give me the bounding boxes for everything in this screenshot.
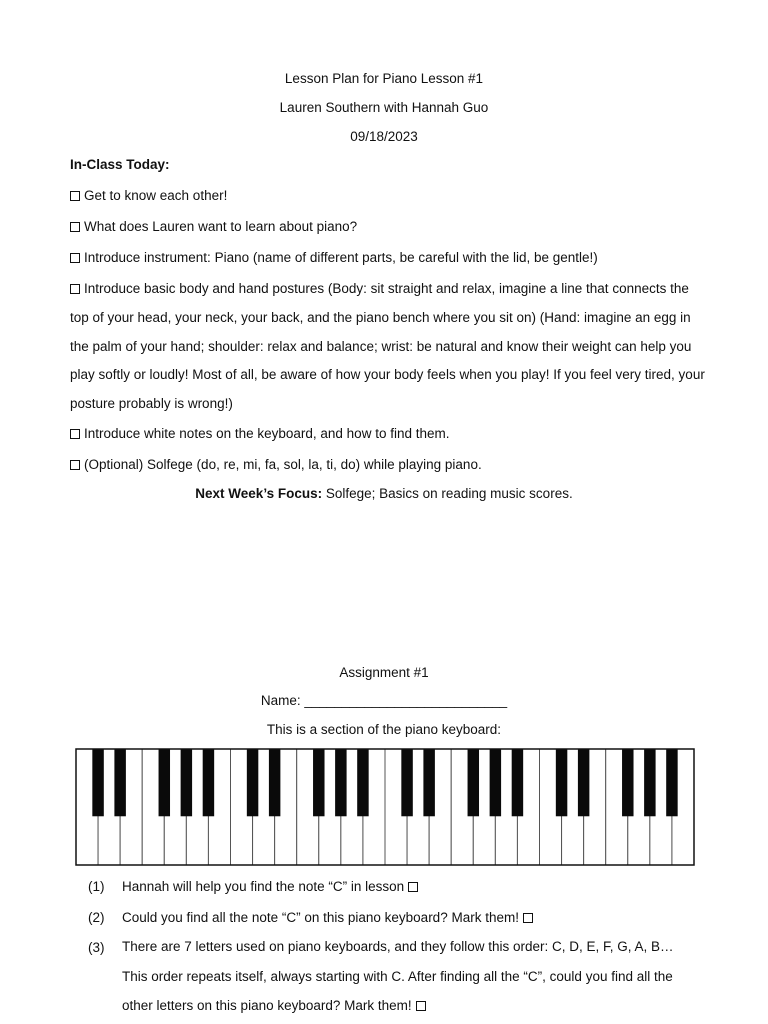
black-key [578,749,589,816]
black-key [622,749,633,816]
checkbox-icon[interactable] [408,882,418,892]
black-key [512,749,523,816]
checkbox-icon[interactable] [70,429,80,439]
black-key [313,749,324,816]
inclass-item [70,188,700,203]
question-text [122,910,702,925]
black-key [335,749,346,816]
black-key [644,749,655,816]
question-text-content: Could you find all the note “C” on this piano keyboard? Mark them! [122,910,519,925]
checkbox-icon[interactable] [70,222,80,232]
black-key [92,749,103,816]
question-number: (3) [88,940,105,955]
black-key [181,749,192,816]
inclass-heading-text: In-Class Today: [70,157,170,172]
question-text-content: There are 7 letters used on piano keyboards, and they follow this order: C, D, E, F, G, A, B… This order repeats itself, always starting with C. After finding all the “C”, could you find all the other letters on this piano keyboard? Mark them! [122,939,674,1013]
black-key [247,749,258,816]
checkbox-icon[interactable] [523,913,533,923]
question-number: (1) [88,879,105,894]
black-key [114,749,125,816]
black-key [203,749,214,816]
next-week-text: Solfege; Basics on reading music scores. [322,486,573,501]
next-week-focus [0,486,768,501]
checkbox-icon[interactable] [70,191,80,201]
inclass-heading [70,157,700,172]
black-key [666,749,677,816]
black-key [423,749,434,816]
assignment-title: Assignment #1 [339,665,429,680]
keyboard-caption: This is a section of the piano keyboard: [266,722,502,737]
black-key [556,749,567,816]
piano-keyboard [75,748,695,866]
next-week-label: Next Week’s Focus: [195,486,323,501]
inclass-item-text: Introduce basic body and hand postures (Body: sit straight and relax, imagine a line that connects the top of your head, your neck, your back, and the piano bench where you sit on) (Hand: imagine an egg in the palm of your hand; shoulder: relax and balance; wrist: be natural and know their weight can help you play softly or loudly! Most of all, be aware of how your body feels when you play! If you feel very tired, your posture probably is wrong!) [70,281,705,412]
question-text [122,932,702,1021]
inclass-item [70,426,700,441]
checkbox-icon[interactable] [416,1001,426,1011]
question-number: (2) [88,910,105,925]
inclass-item [70,250,700,265]
inclass-item [70,219,700,234]
inclass-item-text: Get to know each other! [84,188,228,203]
inclass-item-text: Introduce white notes on the keyboard, and how to find them. [84,426,450,441]
inclass-item-text: What does Lauren want to learn about piano? [84,219,358,234]
black-key [468,749,479,816]
checkbox-icon[interactable] [70,253,80,263]
inclass-item-text: Introduce instrument: Piano (name of different parts, be careful with the lid, be gentle!) [84,250,598,265]
black-key [159,749,170,816]
black-key [401,749,412,816]
question-text-content: Hannah will help you find the note “C” in lesson [122,879,405,894]
inclass-item-text: (Optional) Solfege (do, re, mi, fa, sol, la, ti, do) while playing piano. [84,457,482,472]
black-key [357,749,368,816]
checkbox-icon[interactable] [70,284,80,294]
black-key [269,749,280,816]
question-text [122,879,702,894]
inclass-item [70,457,700,472]
lesson-title: Lesson Plan for Piano Lesson #1 [284,71,484,86]
lesson-date: 09/18/2023 [350,129,418,144]
lesson-names: Lauren Southern with Hannah Guo [279,100,489,115]
inclass-item [70,275,705,419]
checkbox-icon[interactable] [70,460,80,470]
assignment-name-line: Name: ___________________________ [260,693,508,708]
black-key [490,749,501,816]
